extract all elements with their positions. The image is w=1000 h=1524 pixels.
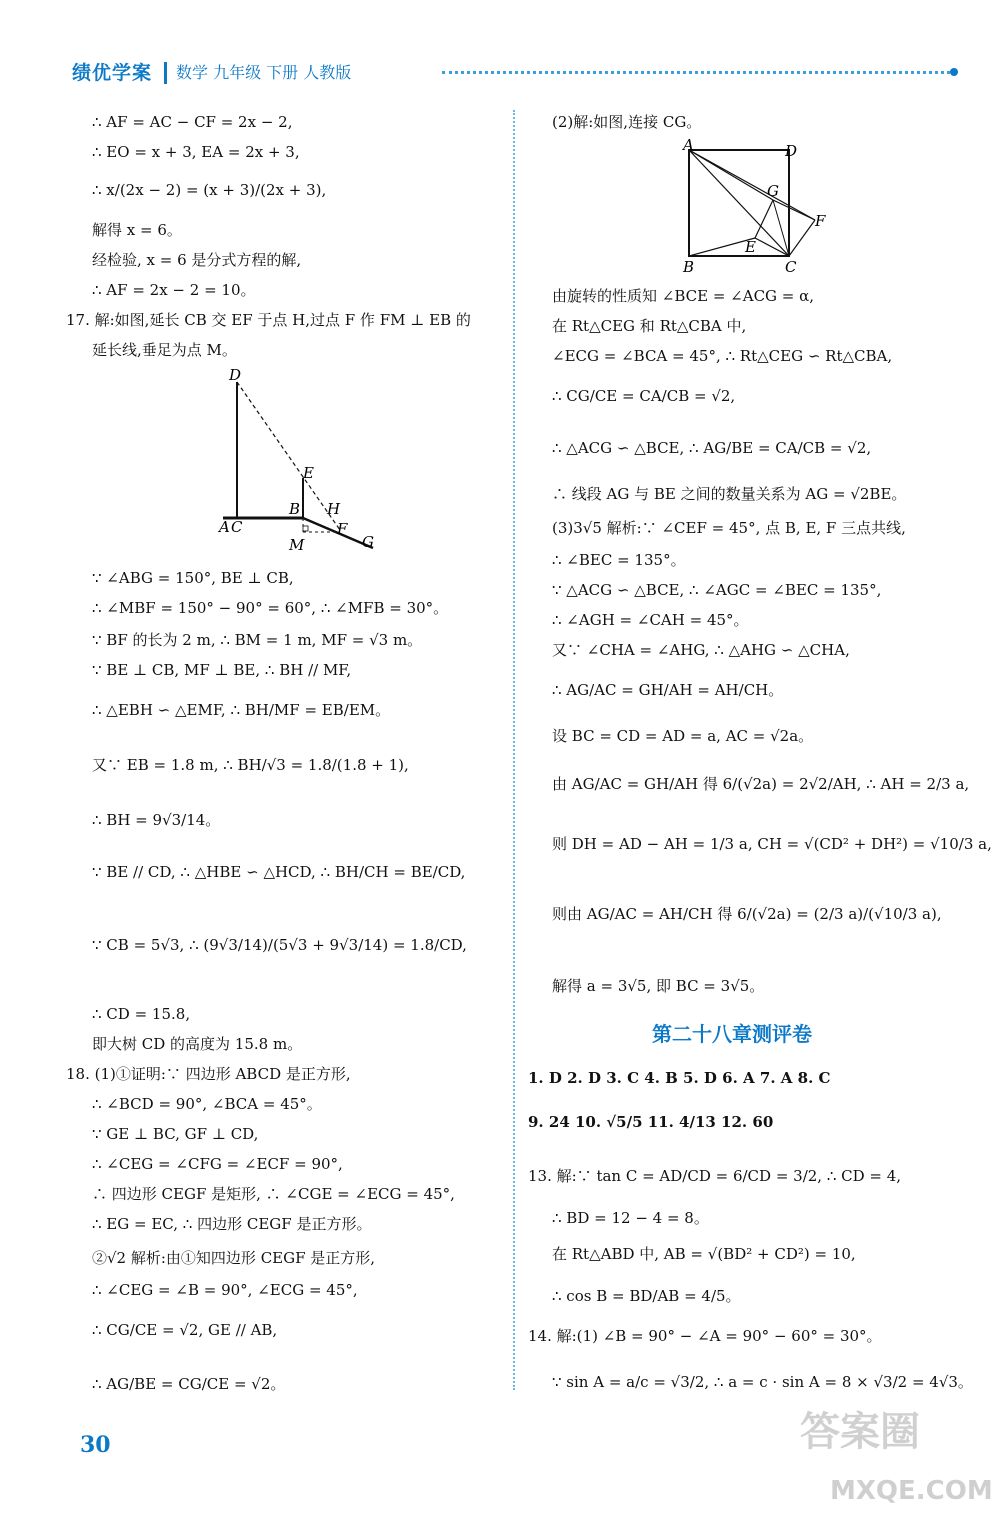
fig1-label-B: B (289, 500, 301, 518)
text-line: 又∵ ∠CHA = ∠AHG, ∴ △AHG ∽ △CHA, (552, 641, 850, 659)
section-title: 第二十八章测评卷 (652, 1022, 812, 1046)
question-14-line: 14. 解:(1) ∠B = 90° − ∠A = 90° − 60° = 30°。 (528, 1327, 882, 1345)
text-line: ∴ AF = 2x − 2 = 10。 (92, 281, 256, 299)
text-line: 则 DH = AD − AH = 1/3 a, CH = √(CD² + DH²) = √10/3 a, (552, 835, 992, 853)
text-line: ∵ BE ⊥ CB, MF ⊥ BE, ∴ BH // MF, (92, 661, 352, 679)
text-line: ∴ AF = AC − CF = 2x − 2, (92, 113, 293, 131)
text-line: ∴ △ACG ∽ △BCE, ∴ AG/BE = CA/CB = √2, (552, 439, 872, 457)
fig1-label-D: D (229, 366, 242, 384)
answer-row: 9. 24 10. √5/5 11. 4/13 12. 60 (528, 1113, 774, 1131)
brand-divider (164, 62, 167, 84)
fig2-label-F: F (815, 212, 826, 230)
text-line: 设 BC = CD = AD = a, AC = √2a。 (552, 727, 814, 745)
text-line: ∴ CG/CE = CA/CB = √2, (552, 387, 736, 405)
text-line: ∵ ∠ABG = 150°, BE ⊥ CB, (92, 569, 294, 587)
text-line: ∴ 线段 AG 与 BE 之间的数量关系为 AG = √2BE。 (552, 485, 907, 503)
text-line: ∵ GE ⊥ BC, GF ⊥ CD, (92, 1125, 259, 1143)
text-line: ∴ ∠BEC = 135°。 (552, 551, 686, 569)
text-line: ∵ BF 的长为 2 m, ∴ BM = 1 m, MF = √3 m。 (92, 631, 423, 649)
text-line: ∵ BE // CD, ∴ △HBE ∽ △HCD, ∴ BH/CH = BE/CD, (92, 863, 466, 881)
text-line: ∴ cos B = BD/AB = 4/5。 (552, 1287, 741, 1305)
column-divider (513, 110, 515, 1390)
text-line: 经检验, x = 6 是分式方程的解, (92, 251, 302, 269)
text-line: 即大树 CD 的高度为 15.8 m。 (92, 1035, 303, 1053)
text-line: 由旋转的性质知 ∠BCE = ∠ACG = α, (552, 287, 815, 305)
figure-tree-diagram (215, 362, 385, 557)
text-line: ∴ EG = EC, ∴ 四边形 CEGF 是正方形。 (92, 1215, 372, 1233)
fig1-label-F: F (337, 520, 348, 538)
text-line: ∴ EO = x + 3, EA = 2x + 3, (92, 143, 300, 161)
fig1-label-G: G (362, 533, 374, 551)
text-line: ∴ ∠AGH = ∠CAH = 45°。 (552, 611, 749, 629)
figure-square-diagram (675, 138, 835, 276)
text-line: 则由 AG/AC = AH/CH 得 6/(√2a) = (2/3 a)/(√10/3 a), (552, 905, 942, 923)
fig1-label-A: A (219, 518, 230, 536)
watermark-url: MXQE.COM (830, 1476, 993, 1506)
text-line: ∴ CG/CE = √2, GE // AB, (92, 1321, 278, 1339)
text-line: (2)解:如图,连接 CG。 (552, 113, 702, 131)
text-line: ∴ AG/BE = CG/CE = √2。 (92, 1375, 286, 1393)
text-line: ∴ AG/AC = GH/AH = AH/CH。 (552, 681, 784, 699)
text-line: 在 Rt△ABD 中, AB = √(BD² + CD²) = 10, (552, 1245, 856, 1263)
question-17-line: 17. 解:如图,延长 CB 交 EF 于点 H,过点 F 作 FM ⊥ EB 的 (66, 311, 471, 329)
answer-row: 1. D 2. D 3. C 4. B 5. D 6. A 7. A 8. C (528, 1069, 831, 1087)
fig2-label-G: G (767, 182, 779, 200)
text-line: ∴ 四边形 CEGF 是矩形, ∴ ∠CGE = ∠ECG = 45°, (92, 1185, 455, 1203)
watermark-logo: 答案圈 (800, 1409, 920, 1455)
fig2-label-A: A (683, 138, 694, 154)
page-header (72, 58, 952, 88)
text-line: ∴ CD = 15.8, (92, 1005, 191, 1023)
text-line: ∴ x/(2x − 2) = (x + 3)/(2x + 3), (92, 181, 327, 199)
fig1-label-M: M (289, 536, 305, 554)
text-line: ∴ ∠MBF = 150° − 90° = 60°, ∴ ∠MFB = 30°。 (92, 599, 449, 617)
header-dotted-rule (442, 71, 950, 74)
question-13-line: 13. 解:∵ tan C = AD/CD = 6/CD = 3/2, ∴ CD = 4, (528, 1167, 902, 1185)
text-line: 解得 a = 3√5, 即 BC = 3√5。 (552, 977, 765, 995)
fig2-label-C: C (785, 258, 797, 276)
text-line: ∴ ∠CEG = ∠CFG = ∠ECF = 90°, (92, 1155, 343, 1173)
text-line: (3)3√5 解析:∵ ∠CEF = 45°, 点 B, E, F 三点共线, (552, 519, 906, 537)
text-line: ∴ ∠CEG = ∠B = 90°, ∠ECG = 45°, (92, 1281, 358, 1299)
text-line: ∵ sin A = a/c = √3/2, ∴ a = c · sin A = 8 × √3/2 = 4√3。 (552, 1373, 973, 1391)
text-line: 在 Rt△CEG 和 Rt△CBA 中, (552, 317, 747, 335)
text-line: ∴ ∠BCD = 90°, ∠BCA = 45°。 (92, 1095, 322, 1113)
fig2-label-E: E (745, 238, 756, 256)
text-line: ②√2 解析:由①知四边形 CEGF 是正方形, (92, 1249, 376, 1267)
text-line: 延长线,垂足为点 M。 (92, 341, 237, 359)
fig2-label-B: B (683, 258, 695, 276)
text-line: 解得 x = 6。 (92, 221, 182, 239)
text-line: ∠ECG = ∠BCA = 45°, ∴ Rt△CEG ∽ Rt△CBA, (552, 347, 893, 365)
fig1-label-H: H (327, 500, 341, 518)
text-line: ∵ △ACG ∽ △BCE, ∴ ∠AGC = ∠BEC = 135°, (552, 581, 882, 599)
question-18-line: 18. (1)①证明:∵ 四边形 ABCD 是正方形, (66, 1065, 351, 1083)
text-line: ∵ CB = 5√3, ∴ (9√3/14)/(5√3 + 9√3/14) = 1.8/CD, (92, 936, 467, 954)
text-line: 又∵ EB = 1.8 m, ∴ BH/√3 = 1.8/(1.8 + 1), (92, 756, 409, 774)
header-rule-end-dot (950, 68, 958, 76)
text-line: ∴ BD = 12 − 4 = 8。 (552, 1209, 709, 1227)
fig2-label-D: D (785, 142, 798, 160)
book-subtitle: 数学 九年级 下册 人教版 (176, 63, 352, 82)
text-line: ∴ BH = 9√3/14。 (92, 811, 221, 829)
text-line: ∴ △EBH ∽ △EMF, ∴ BH/MF = EB/EM。 (92, 701, 391, 719)
fig1-label-C: C (231, 518, 243, 536)
fig1-label-E: E (303, 464, 314, 482)
page-number: 30 (80, 1432, 111, 1458)
text-line: 由 AG/AC = GH/AH 得 6/(√2a) = 2√2/AH, ∴ AH = 2/3 a, (552, 775, 970, 793)
brand-logo: 绩优学案 (72, 62, 153, 84)
